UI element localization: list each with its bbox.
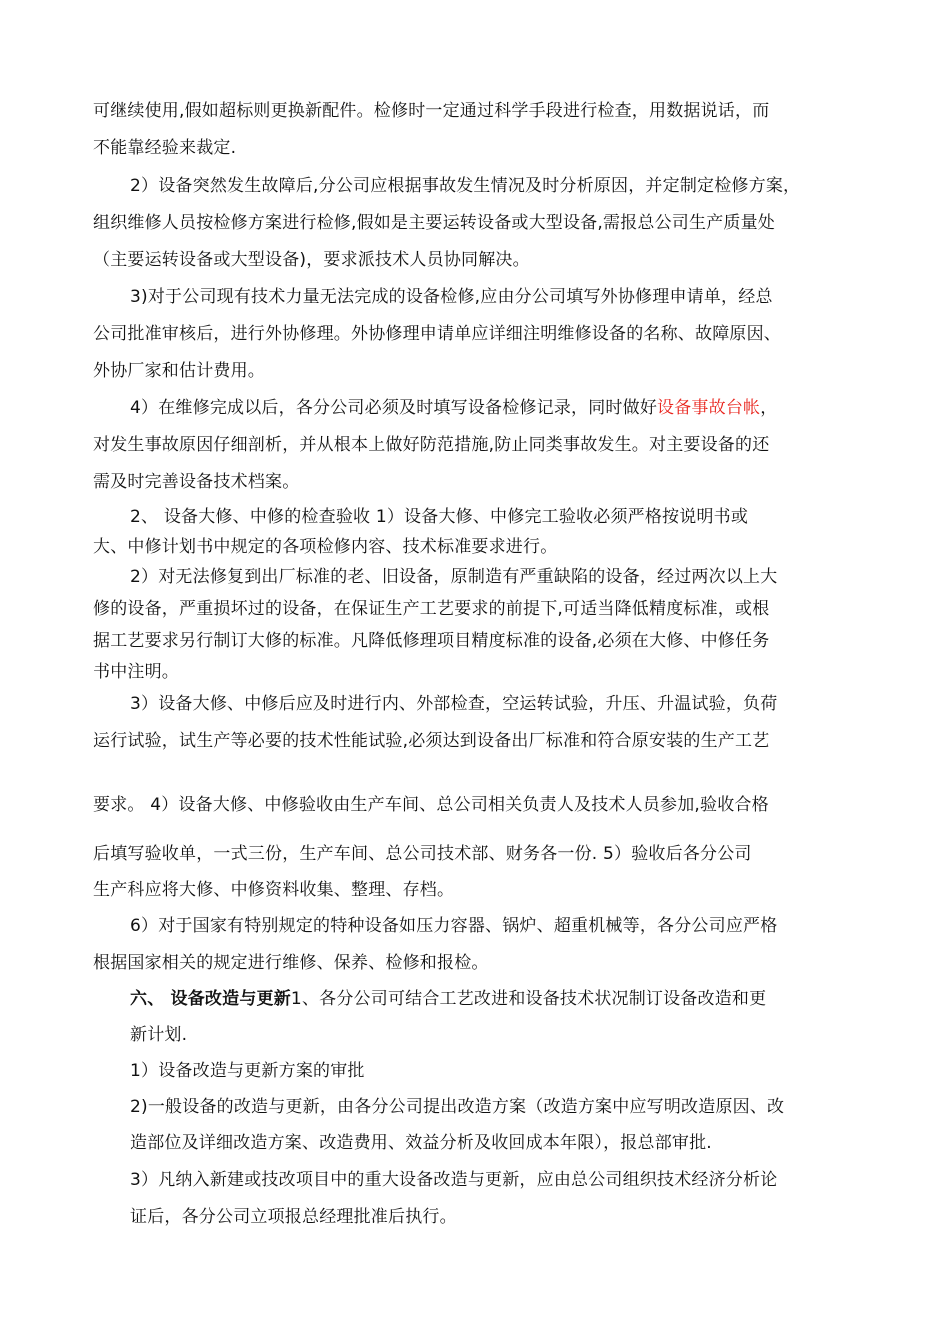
text-segment: 4）在维修完成以后，各分公司必须及时填写设备检修记录，同时做好 — [130, 398, 658, 418]
text-line: 证后，各分公司立项报总经理批准后执行。 — [130, 1207, 457, 1227]
text-line: 书中注明。 — [93, 662, 179, 682]
text-line: 2)一般设备的改造与更新，由各分公司提出改造方案（改造方案中应写明改造原因、改 — [130, 1097, 785, 1117]
section-heading: 六、 设备改造与更新 — [130, 989, 291, 1009]
text-line: 2）设备突然发生故障后,分公司应根据事故发生情况及时分析原因，并定制定检修方案， — [130, 176, 801, 196]
text-line: 3）设备大修、中修后应及时进行内、外部检查，空运转试验，升压、升温试验，负荷 — [130, 694, 778, 714]
text-line: 公司批准审核后，进行外协修理。外协修理申请单应详细注明维修设备的名称、故障原因、 — [93, 324, 781, 344]
text-segment: ， — [760, 398, 778, 418]
text-line: 需及时完善设备技术档案。 — [93, 472, 300, 492]
text-line: 3）凡纳入新建或技改项目中的重大设备改造与更新，应由总公司组织技术经济分析论 — [130, 1170, 778, 1190]
text-line: 新计划. — [130, 1025, 188, 1045]
text-line: 运行试验，试生产等必要的技术性能试验,必须达到设备出厂标准和符合原安装的生产工艺 — [93, 731, 770, 751]
text-line: 外协厂家和估计费用。 — [93, 361, 265, 381]
text-line: 后填写验收单，一式三份，生产车间、总公司技术部、财务各一份. 5）验收后各分公司 — [93, 844, 752, 864]
text-line: 修的设备，严重损坏过的设备，在保证生产工艺要求的前提下,可适当降低精度标准，或根 — [93, 599, 770, 619]
text-line: 对发生事故原因仔细剖析，并从根本上做好防范措施,防止同类事故发生。对主要设备的还 — [93, 435, 770, 455]
text-line: 6）对于国家有特别规定的特种设备如压力容器、锅炉、超重机械等，各分公司应严格 — [130, 916, 778, 936]
text-line: 3)对于公司现有技术力量无法完成的设备检修,应由分公司填写外协修理申请单，经总 — [130, 287, 773, 307]
text-line: 可继续使用,假如超标则更换新配件。检修时一定通过科学手段进行检查，用数据说话，而 — [93, 101, 770, 121]
text-line: 要求。 4）设备大修、中修验收由生产车间、总公司相关负责人及技术人员参加,验收合格 — [93, 795, 769, 815]
text-line: 造部位及详细改造方案、改造费用、效益分析及收回成本年限），报总部审批. — [130, 1133, 712, 1153]
text-line: 不能靠经验来裁定. — [93, 138, 237, 158]
text-line: 组织维修人员按检修方案进行检修,假如是主要运转设备或大型设备,需报总公司生产质量处 — [93, 213, 776, 233]
text-line: 1）设备改造与更新方案的审批 — [130, 1061, 365, 1081]
text-line: 生产科应将大修、中修资料收集、整理、存档。 — [93, 880, 455, 900]
section-heading-line — [130, 988, 766, 1010]
text-segment: 1、各分公司可结合工艺改进和设备技术状况制订设备改造和更 — [290, 989, 767, 1009]
text-line: （主要运转设备或大型设备)，要求派技术人员协同解决。 — [93, 250, 530, 270]
text-line: 据工艺要求另行制订大修的标准。凡降低修理项目精度标准的设备,必须在大修、中修任务 — [93, 631, 770, 651]
text-line: 根据国家相关的规定进行维修、保养、检修和报检。 — [93, 953, 489, 973]
text-line: 大、中修计划书中规定的各项检修内容、技术标准要求进行。 — [93, 537, 558, 557]
text-line: 2、 设备大修、中修的检查验收 1）设备大修、中修完工验收必须严格按说明书或 — [130, 507, 749, 527]
highlighted-term: 设备事故台帐 — [657, 398, 761, 418]
text-line: 2）对无法修复到出厂标准的老、旧设备，原制造有严重缺陷的设备，经过两次以上大 — [130, 567, 778, 587]
text-line-with-highlight — [130, 397, 777, 419]
